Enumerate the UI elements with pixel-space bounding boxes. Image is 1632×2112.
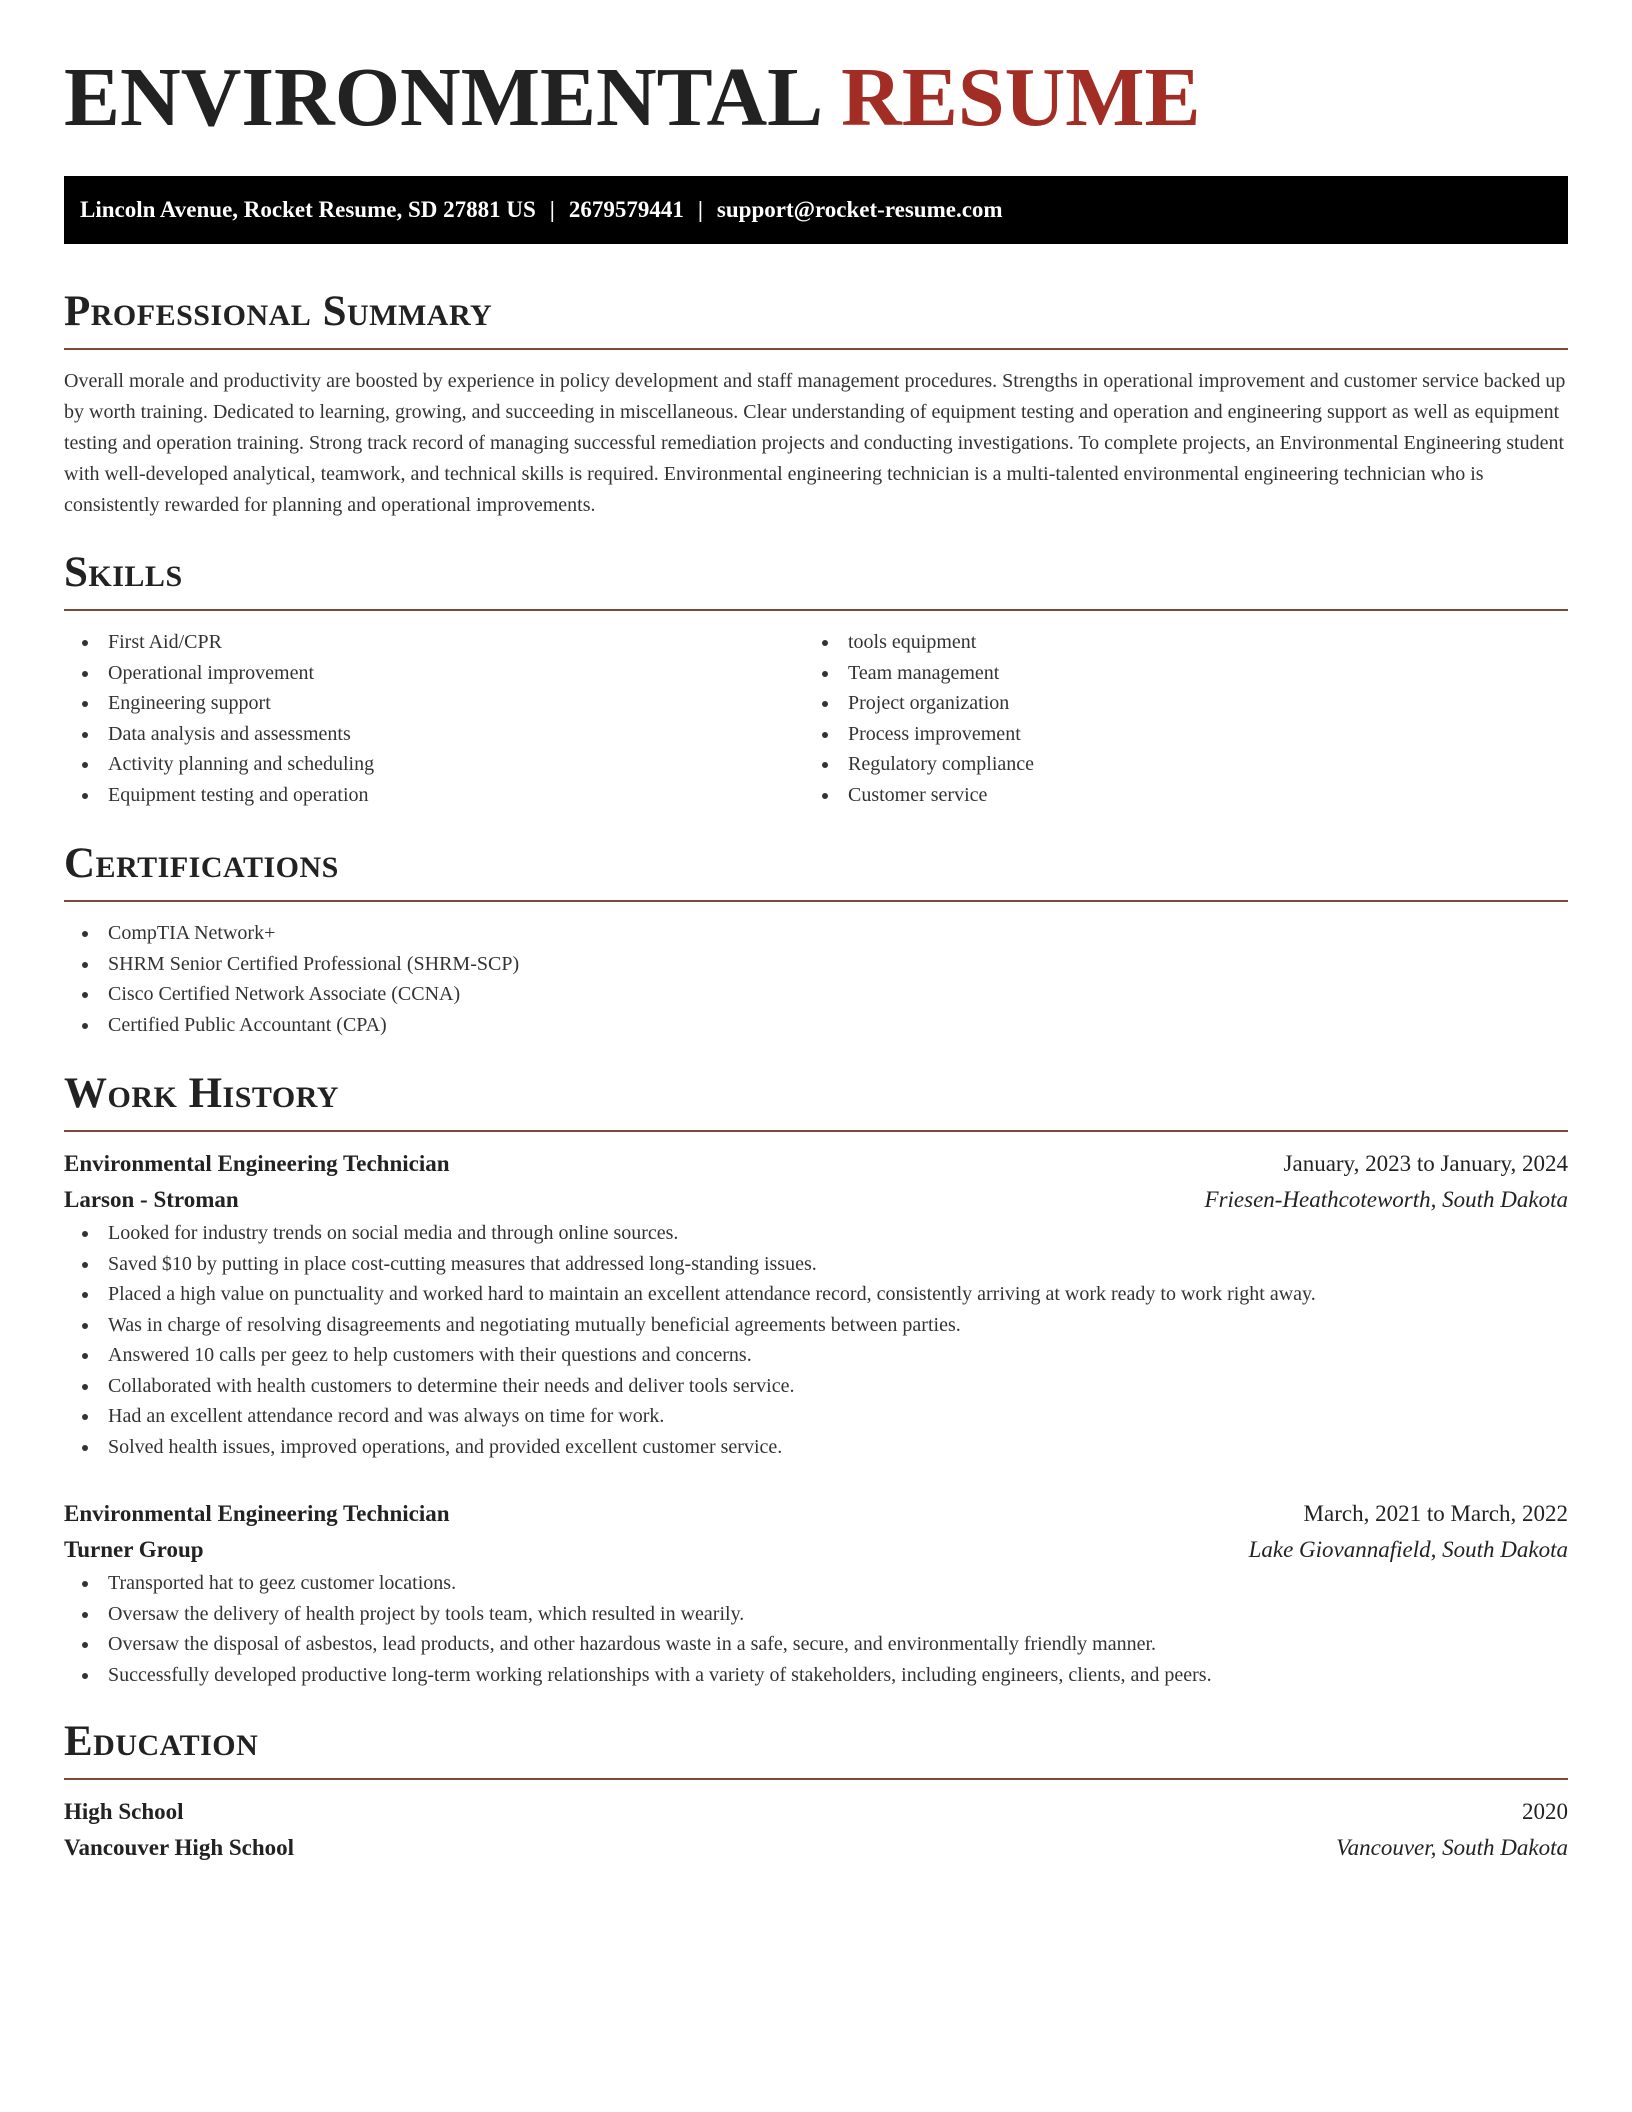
certification-item: SHRM Senior Certified Professional (SHRM-SCP) xyxy=(64,949,1568,980)
contact-phone: 2679579441 xyxy=(568,197,684,222)
section-divider xyxy=(64,1778,1568,1780)
summary-heading: Professional Summary xyxy=(64,288,493,335)
education-school-row xyxy=(64,1830,1568,1866)
job-duty: Transported hat to geez customer locations. xyxy=(64,1568,1568,1599)
certification-item: Certified Public Accountant (CPA) xyxy=(64,1010,1568,1041)
skill-item: Team management xyxy=(804,658,1544,689)
certification-item: Cisco Certified Network Associate (CCNA) xyxy=(64,979,1568,1010)
job-company-row xyxy=(64,1182,1568,1218)
title-second-word: RESUME xyxy=(841,51,1201,144)
job-duty: Was in charge of resolving disagreements and negotiating mutually beneficial agreements between parties. xyxy=(64,1310,1568,1341)
education-degree-row xyxy=(64,1794,1568,1830)
contact-email: support@rocket-resume.com xyxy=(716,197,1003,222)
job-entry xyxy=(64,1146,1568,1462)
contact-bar xyxy=(64,176,1568,244)
work-history-heading: Work History xyxy=(64,1070,339,1117)
job-company: Turner Group xyxy=(64,1537,204,1562)
work-history-section xyxy=(64,1070,1568,1690)
title-first-word: ENVIRONMENTAL xyxy=(64,51,824,144)
job-duty: Oversaw the disposal of asbestos, lead products, and other hazardous waste in a safe, secure, and environmentally friendly manner. xyxy=(64,1629,1568,1660)
skills-section xyxy=(64,549,1568,810)
skill-item: Project organization xyxy=(804,688,1544,719)
job-dates: January, 2023 to January, 2024 xyxy=(1283,1151,1568,1176)
skill-item: Equipment testing and operation xyxy=(64,780,804,811)
education-heading: Education xyxy=(64,1718,259,1765)
skill-item: Regulatory compliance xyxy=(804,749,1544,780)
section-divider xyxy=(64,348,1568,350)
job-company: Larson - Stroman xyxy=(64,1187,239,1212)
job-location: Friesen-Heathcoteworth, South Dakota xyxy=(1204,1187,1568,1212)
summary-text: Overall morale and productivity are boosted by experience in policy development and staff management procedures. Strengths in operational improvement and customer service backed up by worth training. Dedicated to learning, growing, and succeeding in miscellaneous. Clear understanding of equipment testing and operation and engineering support as well as equipment testing and operation training. Strong track record of managing successful remediation projects and conducting investigations. To complete projects, an Environmental Engineering student with well-developed analytical, teamwork, and technical skills is required. Environmental engineering technician is a multi-talented environmental engineering technician who is consistently rewarded for planning and operational improvements. xyxy=(64,370,1566,516)
skills-column-left xyxy=(64,627,804,810)
section-divider xyxy=(64,900,1568,902)
job-duty: Answered 10 calls per geez to help customers with their questions and concerns. xyxy=(64,1340,1568,1371)
contact-separator: | xyxy=(697,197,703,222)
job-duty: Solved health issues, improved operations, and provided excellent customer service. xyxy=(64,1432,1568,1463)
job-entry xyxy=(64,1496,1568,1690)
job-header-row xyxy=(64,1146,1568,1182)
job-title: Environmental Engineering Technician xyxy=(64,1501,450,1526)
certifications-list xyxy=(64,918,1568,1040)
skill-item: Engineering support xyxy=(64,688,804,719)
education-section xyxy=(64,1718,1568,1866)
job-duty: Successfully developed productive long-term working relationships with a variety of stakeholders, including engineers, clients, and peers. xyxy=(64,1660,1568,1691)
skill-item: Operational improvement xyxy=(64,658,804,689)
job-duties-list xyxy=(64,1218,1568,1462)
education-school: Vancouver High School xyxy=(64,1835,295,1860)
skill-item: Customer service xyxy=(804,780,1544,811)
job-duty: Saved $10 by putting in place cost-cutting measures that addressed long-standing issues. xyxy=(64,1249,1568,1280)
skill-item: First Aid/CPR xyxy=(64,627,804,658)
job-dates: March, 2021 to March, 2022 xyxy=(1303,1501,1568,1526)
skills-column-right xyxy=(804,627,1544,810)
contact-separator: | xyxy=(549,197,555,222)
job-duty: Looked for industry trends on social media and through online sources. xyxy=(64,1218,1568,1249)
contact-address: Lincoln Avenue, Rocket Resume, SD 27881 US xyxy=(80,197,536,222)
resume-title xyxy=(64,0,1568,144)
job-duty: Placed a high value on punctuality and worked hard to maintain an excellent attendance record, consistently arriving at work ready to work right away. xyxy=(64,1279,1568,1310)
skill-item: Data analysis and assessments xyxy=(64,719,804,750)
job-duty: Oversaw the delivery of health project by tools team, which resulted in wearily. xyxy=(64,1599,1568,1630)
skill-item: Process improvement xyxy=(804,719,1544,750)
summary-section xyxy=(64,288,1568,521)
education-entry xyxy=(64,1794,1568,1866)
skill-item: tools equipment xyxy=(804,627,1544,658)
certifications-section xyxy=(64,840,1568,1040)
section-divider xyxy=(64,609,1568,611)
skills-grid xyxy=(64,627,1568,810)
job-location: Lake Giovannafield, South Dakota xyxy=(1248,1537,1568,1562)
skills-heading: Skills xyxy=(64,549,183,596)
education-location: Vancouver, South Dakota xyxy=(1336,1835,1568,1860)
education-degree: High School xyxy=(64,1799,184,1824)
job-company-row xyxy=(64,1532,1568,1568)
skill-item: Activity planning and scheduling xyxy=(64,749,804,780)
job-title: Environmental Engineering Technician xyxy=(64,1151,450,1176)
education-year: 2020 xyxy=(1522,1799,1568,1824)
certification-item: CompTIA Network+ xyxy=(64,918,1568,949)
job-duty: Had an excellent attendance record and was always on time for work. xyxy=(64,1401,1568,1432)
job-duties-list xyxy=(64,1568,1568,1690)
certifications-heading: Certifications xyxy=(64,840,339,887)
job-header-row xyxy=(64,1496,1568,1532)
job-duty: Collaborated with health customers to determine their needs and deliver tools service. xyxy=(64,1371,1568,1402)
section-divider xyxy=(64,1130,1568,1132)
